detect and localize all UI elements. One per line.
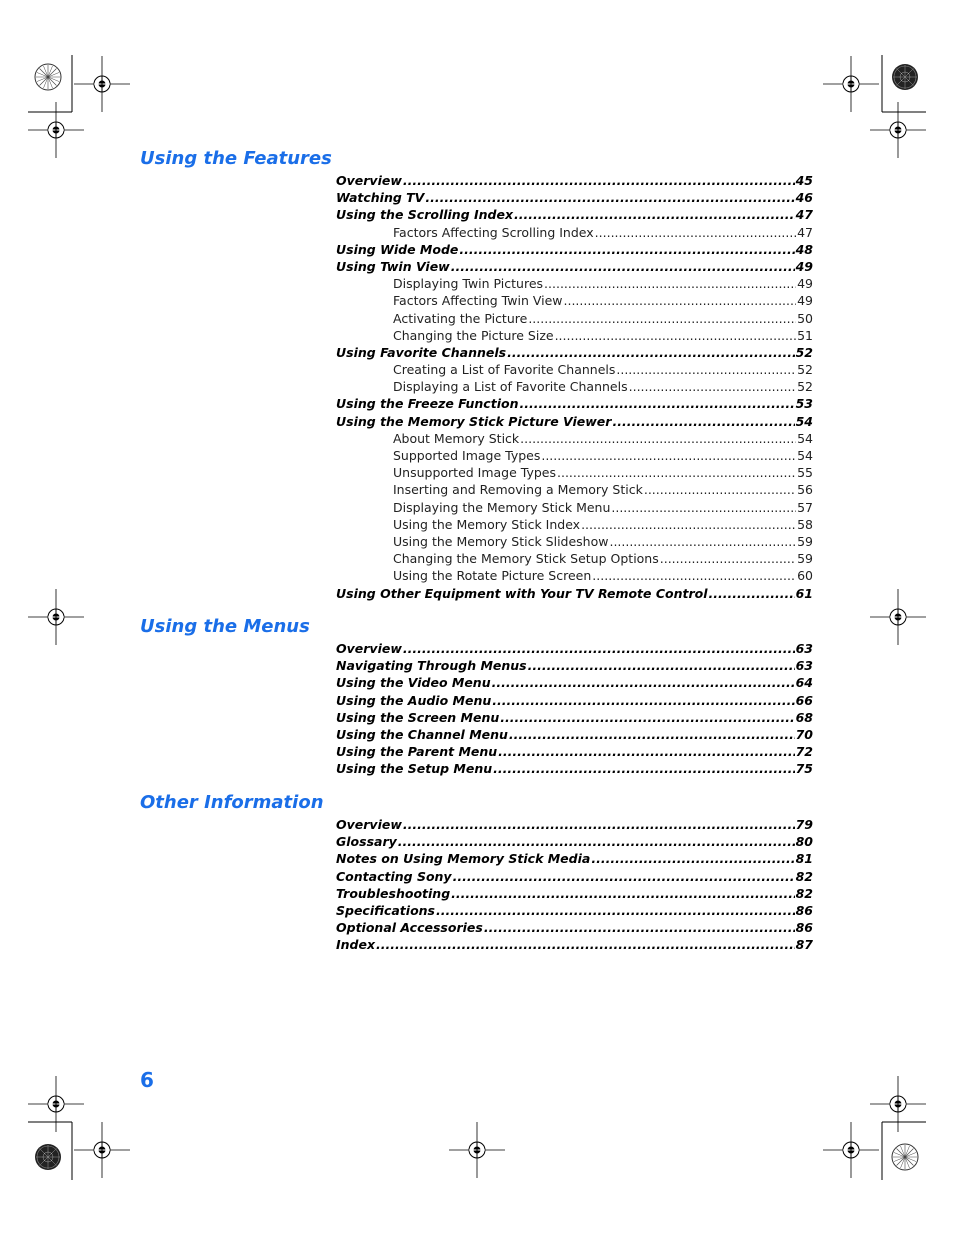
toc-entry-page-number: 51: [797, 327, 813, 343]
dot-leader: [436, 902, 795, 919]
dot-leader: [507, 344, 794, 361]
toc-entry[interactable]: [336, 258, 813, 275]
toc-entry-title: Using Twin View: [336, 258, 450, 274]
toc-entry[interactable]: [336, 172, 813, 189]
toc-entry-title: Creating a List of Favorite Channels: [393, 362, 616, 378]
toc-entry[interactable]: [336, 310, 813, 327]
dot-leader: [557, 464, 796, 481]
toc-entry[interactable]: [336, 224, 813, 241]
page-number: 6: [140, 1068, 154, 1092]
toc-entry[interactable]: [336, 241, 813, 258]
toc-entry-page-number: 54: [795, 413, 813, 429]
dot-leader: [509, 726, 795, 743]
toc-entry-page-number: 52: [797, 379, 813, 395]
dot-leader: [484, 919, 795, 936]
toc-entry-title: Displaying Twin Pictures: [393, 276, 544, 292]
toc-entry-page-number: 68: [795, 709, 813, 725]
toc-list-using-the-features: [336, 172, 813, 602]
toc-entry[interactable]: [336, 885, 813, 902]
dot-leader: [398, 833, 795, 850]
toc-entry-page-number: 58: [797, 516, 813, 532]
dot-leader: [492, 692, 794, 709]
section-title-using-the-menus: Using the Menus: [140, 616, 310, 637]
toc-entry-page-number: 54: [797, 448, 813, 463]
toc-entry-page-number: 56: [797, 482, 813, 498]
toc-entry[interactable]: [336, 533, 813, 550]
toc-entry[interactable]: [336, 567, 813, 584]
toc-entry-page-number: 46: [795, 190, 813, 206]
toc-entry-title: Using the Setup Menu: [336, 761, 493, 777]
toc-entry[interactable]: [336, 816, 813, 833]
toc-entry-page-number: 86: [795, 920, 813, 936]
toc-entry[interactable]: [336, 674, 813, 691]
section-title-using-the-features: Using the Features: [140, 148, 332, 169]
toc-entry-title: Overview: [336, 641, 402, 656]
toc-entry[interactable]: [336, 936, 813, 953]
dot-leader: [376, 936, 795, 953]
toc-entry-page-number: 45: [795, 173, 813, 188]
toc-entry[interactable]: [336, 726, 813, 743]
toc-entry[interactable]: [336, 292, 813, 309]
toc-entry-page-number: 49: [797, 293, 813, 309]
toc-entry[interactable]: [336, 550, 813, 567]
section-title-other-information: Other Information: [140, 792, 324, 813]
toc-entry-page-number: 87: [795, 937, 813, 953]
toc-entry[interactable]: [336, 516, 813, 533]
dot-leader: [403, 816, 795, 833]
toc-entry-page-number: 59: [797, 551, 813, 567]
dot-leader: [403, 172, 795, 189]
toc-entry-title: Specifications: [336, 902, 435, 918]
dot-leader: [493, 760, 794, 777]
dot-leader: [629, 378, 796, 395]
toc-entry-title: Contacting Sony: [336, 868, 452, 884]
toc-entry-title: Inserting and Removing a Memory Stick: [393, 482, 643, 498]
toc-entry-page-number: 48: [795, 241, 813, 257]
toc-entry-page-number: 53: [795, 396, 813, 412]
toc-entry-title: Factors Affecting Twin View: [393, 293, 563, 309]
toc-entry[interactable]: [336, 447, 813, 464]
dot-leader: [403, 640, 795, 657]
dot-leader: [544, 275, 796, 292]
toc-entry-page-number: 54: [797, 430, 813, 446]
dot-leader: [611, 499, 796, 516]
toc-entry-title: Watching TV: [336, 190, 425, 206]
toc-entry-title: Using the Scrolling Index: [336, 207, 514, 223]
toc-entry[interactable]: [336, 585, 813, 602]
dot-leader: [709, 585, 795, 602]
dot-leader: [425, 189, 794, 206]
toc-entry-title: Index: [336, 937, 376, 953]
dot-leader: [514, 206, 795, 223]
toc-entry-title: Displaying a List of Favorite Channels: [393, 379, 628, 395]
toc-entry-page-number: 82: [795, 868, 813, 884]
toc-entry[interactable]: [336, 378, 813, 395]
dot-leader: [591, 850, 794, 867]
toc-entry[interactable]: [336, 499, 813, 516]
toc-entry-title: Displaying the Memory Stick Menu: [393, 499, 611, 515]
toc-list-other-information: [336, 816, 813, 954]
toc-entry-title: Changing the Picture Size: [393, 327, 554, 343]
toc-entry-page-number: 64: [795, 675, 813, 691]
toc-entry-title: Unsupported Image Types: [393, 465, 557, 481]
toc-entry[interactable]: [336, 430, 813, 447]
toc-entry[interactable]: [336, 902, 813, 919]
toc-entry-title: Using the Memory Stick Picture Viewer: [336, 413, 612, 429]
toc-entry-title: Troubleshooting: [336, 885, 451, 901]
toc-entry-page-number: 66: [795, 692, 813, 708]
toc-entry-page-number: 49: [795, 258, 813, 274]
toc-entry[interactable]: [336, 206, 813, 223]
toc-entry-title: Using the Parent Menu: [336, 744, 498, 760]
toc-entry-title: Activating the Picture: [393, 310, 528, 326]
toc-entry-page-number: 82: [795, 885, 813, 901]
dot-leader: [492, 674, 795, 691]
toc-entry[interactable]: [336, 413, 813, 430]
toc-entry-page-number: 47: [797, 224, 813, 240]
toc-entry-page-number: 61: [795, 585, 813, 601]
dot-leader: [581, 516, 796, 533]
toc-entry-page-number: 86: [795, 902, 813, 918]
dot-leader: [644, 481, 796, 498]
toc-entry[interactable]: [336, 481, 813, 498]
dot-leader: [451, 885, 794, 902]
toc-entry-page-number: 50: [797, 310, 813, 326]
toc-entry-page-number: 57: [797, 499, 813, 515]
toc-entry[interactable]: [336, 344, 813, 361]
dot-leader: [459, 241, 794, 258]
toc-entry-title: Using the Rotate Picture Screen: [393, 568, 592, 584]
dot-leader: [453, 868, 795, 885]
toc-entry[interactable]: [336, 275, 813, 292]
toc-entry-page-number: 55: [797, 465, 813, 481]
dot-leader: [498, 743, 794, 760]
dot-leader: [451, 258, 795, 275]
toc-entry-page-number: 63: [795, 641, 813, 656]
toc-entry[interactable]: [336, 743, 813, 760]
dot-leader: [520, 430, 796, 447]
toc-entry[interactable]: [336, 361, 813, 378]
toc-entry[interactable]: [336, 868, 813, 885]
toc-entry-title: Using Favorite Channels: [336, 344, 507, 360]
toc-entry-title: Using the Memory Stick Index: [393, 516, 581, 532]
dot-leader: [564, 292, 797, 309]
toc-entry[interactable]: [336, 850, 813, 867]
toc-entry-title: Factors Affecting Scrolling Index: [393, 224, 594, 240]
dot-leader: [500, 709, 794, 726]
toc-entry-title: About Memory Stick: [393, 430, 520, 446]
toc-entry-title: Using the Channel Menu: [336, 726, 508, 742]
toc-entry[interactable]: [336, 760, 813, 777]
dot-leader: [541, 447, 796, 464]
toc-entry-title: Using the Video Menu: [336, 675, 491, 691]
toc-entry-page-number: 52: [797, 362, 813, 378]
toc-entry-title: Overview: [336, 173, 402, 188]
toc-entry[interactable]: [336, 692, 813, 709]
toc-entry-page-number: 70: [795, 726, 813, 742]
toc-entry-page-number: 80: [795, 834, 813, 850]
dot-leader: [616, 361, 796, 378]
toc-entry[interactable]: [336, 395, 813, 412]
toc-entry-title: Using the Audio Menu: [336, 692, 492, 708]
toc-entry-page-number: 63: [795, 658, 813, 674]
toc-entry[interactable]: [336, 833, 813, 850]
toc-entry-title: Navigating Through Menus: [336, 658, 527, 674]
toc-entry-title: Optional Accessories: [336, 920, 483, 936]
toc-entry-title: Changing the Memory Stick Setup Options: [393, 551, 659, 567]
dot-leader: [555, 327, 797, 344]
toc-entry[interactable]: [336, 327, 813, 344]
toc-entry-page-number: 81: [795, 851, 813, 867]
dot-leader: [519, 395, 794, 412]
dot-leader: [595, 224, 796, 241]
dot-leader: [592, 567, 796, 584]
toc-entry-page-number: 60: [797, 568, 813, 584]
toc-entry-page-number: 75: [795, 761, 813, 777]
dot-leader: [609, 533, 796, 550]
toc-entry-title: Supported Image Types: [393, 448, 541, 463]
dot-leader: [528, 310, 796, 327]
toc-entry[interactable]: [336, 189, 813, 206]
toc-entry-title: Using the Screen Menu: [336, 709, 500, 725]
toc-entry-page-number: 79: [795, 817, 813, 832]
toc-entry-page-number: 49: [797, 276, 813, 292]
toc-entry-page-number: 59: [797, 533, 813, 549]
toc-entry[interactable]: [336, 640, 813, 657]
toc-entry-title: Notes on Using Memory Stick Media: [336, 851, 591, 867]
dot-leader: [528, 657, 795, 674]
toc-entry-title: Glossary: [336, 834, 397, 850]
toc-entry-title: Using the Freeze Function: [336, 396, 519, 412]
toc-entry-title: Using Other Equipment with Your TV Remote Control: [336, 585, 708, 601]
toc-list-using-the-menus: [336, 640, 813, 778]
toc-entry[interactable]: [336, 919, 813, 936]
toc-entry-title: Overview: [336, 817, 402, 832]
dot-leader: [612, 413, 794, 430]
dot-leader: [660, 550, 796, 567]
toc-entry-title: Using the Memory Stick Slideshow: [393, 533, 609, 549]
toc-entry-page-number: 52: [795, 344, 813, 360]
toc-entry[interactable]: [336, 464, 813, 481]
toc-entry-page-number: 72: [795, 744, 813, 760]
toc-entry-page-number: 47: [795, 207, 813, 223]
toc-entry[interactable]: [336, 709, 813, 726]
toc-entry-title: Using Wide Mode: [336, 241, 459, 257]
toc-entry[interactable]: [336, 657, 813, 674]
